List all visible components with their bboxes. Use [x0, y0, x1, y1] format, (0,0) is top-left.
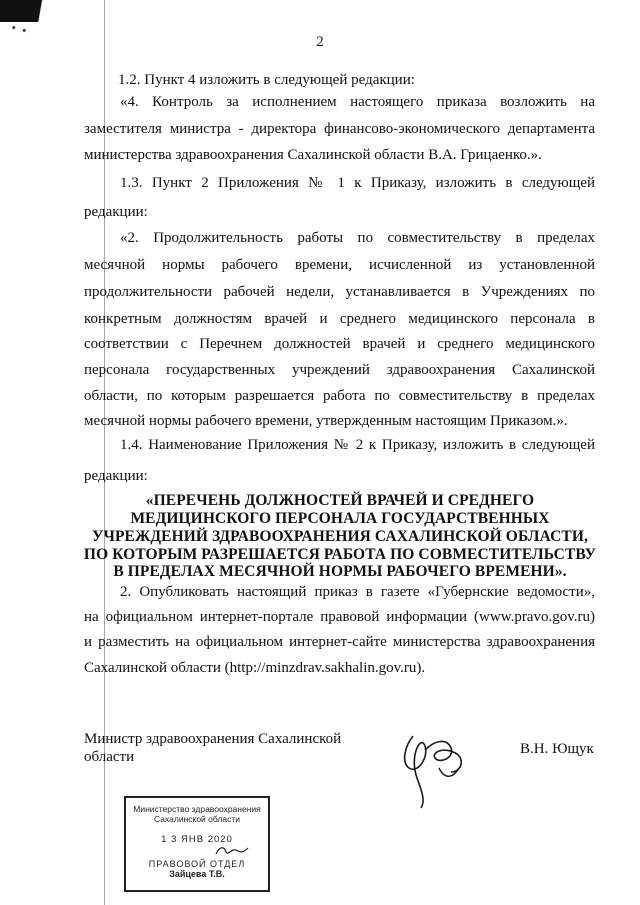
paragraph-2-line-4: конкретным должностям врачей и среднего медицинского персонала в [84, 311, 595, 327]
paragraph-1-4-line-1: 1.4. Наименование Приложения № 2 к Приказу, изложить в следующей [120, 437, 595, 453]
signoff-title-line-2: области [84, 749, 135, 765]
publish-line-3: и разместить на официальном интернет-сайте министерства здравоохранения [84, 634, 595, 650]
paragraph-1-2: 1.2. Пункт 4 изложить в следующей редакции: [118, 72, 415, 88]
signoff-title-line-1: Министр здравоохранения Сахалинской [84, 731, 342, 747]
signoff-name: В.Н. Ющук [520, 741, 594, 757]
stamp-org-line-1: Министерство здравоохранения [133, 804, 261, 814]
paragraph-2-line-8: месячной нормы рабочего времени, утвержденным настоящим Приказом.». [84, 413, 568, 429]
stamp-date: 1 3 ЯНВ 2020 [161, 834, 233, 845]
stamp-initials-signature [214, 844, 250, 858]
paragraph-1-3-line-2: редакции: [84, 204, 148, 220]
appendix-heading-line-2: МЕДИЦИНСКОГО ПЕРСОНАЛА ГОСУДАРСТВЕННЫХ [130, 510, 550, 527]
paragraph-2-line-2: месячной нормы рабочего времени, исчисленной из установленной [84, 257, 595, 273]
publish-line-1: 2. Опубликовать настоящий приказ в газете «Губернские ведомости», [120, 584, 595, 600]
paragraph-4-line-1: «4. Контроль за исполнением настоящего приказа возложить на [120, 94, 595, 110]
paragraph-2-line-5: соответствии с Перечнем должностей врачей и среднего медицинского [84, 336, 595, 352]
appendix-heading-line-1: «ПЕРЕЧЕНЬ ДОЛЖНОСТЕЙ ВРАЧЕЙ И СРЕДНЕГО [145, 492, 535, 509]
stamp-org-line-2: Сахалинской области [154, 814, 240, 824]
page-number: 2 [316, 34, 324, 50]
scan-artifact-corner [0, 0, 72, 22]
paragraph-4-line-3: министерства здравоохранения Сахалинской области В.А. Грицаенко.». [84, 147, 542, 163]
registration-stamp [124, 796, 270, 892]
publish-line-2: на официальном интернет-портале правовой информации (www.pravo.gov.ru) [84, 609, 595, 625]
publish-line-4: Сахалинской области (http://minzdrav.sakhalin.gov.ru). [84, 660, 426, 676]
paragraph-1-3-line-1: 1.3. Пункт 2 Приложения № 1 к Приказу, изложить в следующей [120, 175, 595, 191]
stamp-person: Зайцева Т.В. [169, 869, 225, 879]
appendix-heading-line-3: УЧРЕЖДЕНИЙ ЗДРАВООХРАНЕНИЯ САХАЛИНСКОЙ ОБЛАСТИ, [92, 528, 588, 545]
paragraph-2-line-6: персонала государственных учреждений здравоохранения Сахалинской [84, 362, 595, 378]
handwritten-signature [395, 728, 475, 812]
appendix-heading-line-5: В ПРЕДЕЛАХ МЕСЯЧНОЙ НОРМЫ РАБОЧЕГО ВРЕМЕНИ». [113, 563, 567, 580]
paragraph-2-line-7: области, по которым разрешается работа по совместительству в пределах [84, 388, 595, 404]
appendix-heading-line-4: ПО КОТОРЫМ РАЗРЕШАЕТСЯ РАБОТА ПО СОВМЕСТИТЕЛЬСТВУ [83, 546, 597, 563]
paragraph-1-4-line-2: редакции: [84, 468, 148, 484]
paragraph-2-line-3: продолжительности рабочей недели, устанавливается в Учреждениях по [84, 284, 595, 300]
stamp-department: ПРАВОВОЙ ОТДЕЛ [148, 859, 246, 869]
paragraph-2-line-1: «2. Продолжительность работы по совместительству в пределах [120, 230, 595, 246]
paragraph-4-line-2: заместителя министра - директора финансово-экономического департамента [84, 121, 595, 137]
